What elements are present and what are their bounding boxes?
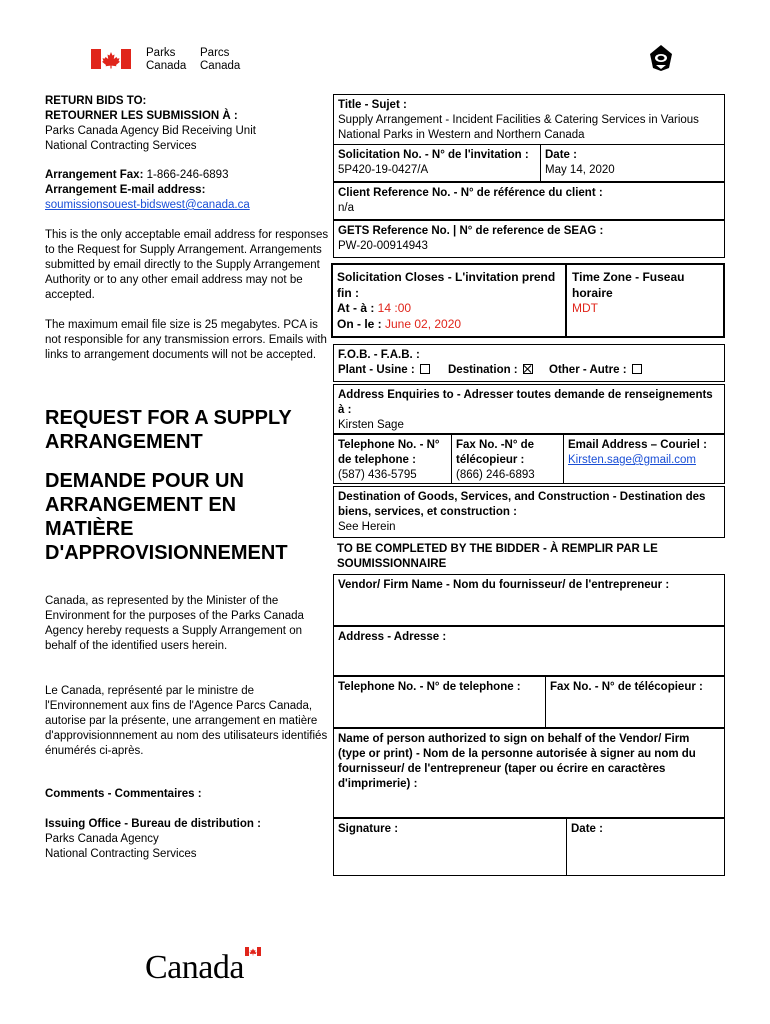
parks-beaver-emblem-icon bbox=[648, 44, 674, 72]
comments-label: Comments - Commentaires : bbox=[45, 788, 202, 800]
date-label: Date : bbox=[545, 149, 577, 161]
file-size-note bbox=[45, 318, 330, 363]
plant-checkbox[interactable] bbox=[420, 364, 430, 374]
title-value: Supply Arrangement - Incident Facilities & Catering Services in Various National Parks in Western and Northern Canada bbox=[338, 113, 699, 141]
brand-en-line2: Canada bbox=[146, 60, 187, 72]
on-value: June 02, 2020 bbox=[381, 316, 462, 331]
retourner-label: RETOURNER LES SUBMISSION À : bbox=[45, 109, 238, 122]
address-label: Address - Adresse : bbox=[338, 631, 447, 643]
return-bids-label: RETURN BIDS TO: bbox=[45, 95, 147, 107]
gets-ref-value: PW-20-00914943 bbox=[338, 239, 428, 252]
telephone-cell bbox=[334, 435, 450, 486]
destination-label: Destination : bbox=[448, 363, 518, 376]
client-ref-label: Client Reference No. - N° de référence du client : bbox=[338, 187, 603, 199]
closing-box bbox=[331, 263, 725, 338]
vendor-fax-cell[interactable] bbox=[546, 677, 724, 698]
vendor-name-box[interactable] bbox=[333, 574, 725, 626]
vendor-fax-label: Fax No. - N° de télécopieur : bbox=[550, 681, 703, 693]
signature-date-label: Date : bbox=[571, 823, 603, 835]
signature-box bbox=[333, 818, 725, 876]
title-block bbox=[45, 406, 315, 454]
arrangement-contact bbox=[45, 168, 330, 213]
telephone-label: Telephone No. - N° de telephone : bbox=[338, 439, 440, 466]
title-en: REQUEST FOR A SUPPLY ARRANGEMENT bbox=[45, 407, 292, 453]
closing-label: Solicitation Closes - L'invitation prend fin : bbox=[337, 270, 556, 300]
client-ref-box bbox=[333, 182, 725, 220]
brand-fr-line2: Canada bbox=[200, 60, 241, 72]
date-value: May 14, 2020 bbox=[545, 163, 615, 176]
email-label: Arrangement E-mail address: bbox=[45, 183, 206, 196]
authorized-person-label: Name of person authorized to sign on behalf of the Vendor/ Firm (type or print) - Nom de la personne autorisée à signer au nom du fournisseur/ de l'entrepreneur (taper ou écrire en caractères d'imprimerie) : bbox=[338, 733, 696, 790]
canada-flag-icon bbox=[91, 49, 131, 69]
brand-fr bbox=[200, 47, 240, 73]
destination-checkbox[interactable] bbox=[523, 364, 533, 374]
timezone-cell bbox=[568, 267, 718, 320]
signature-date-cell[interactable] bbox=[567, 819, 724, 840]
issuing-office-label: Issuing Office - Bureau de distribution : bbox=[45, 818, 261, 830]
other-checkbox[interactable] bbox=[632, 364, 642, 374]
timezone-value: MDT bbox=[572, 301, 598, 316]
email-instructions bbox=[45, 228, 330, 303]
canada-statement-en-text: Canada, as represented by the Minister of the Environment for the purposes of the Parks Canada Agency hereby requests a Supply Arrangement on behalf of the identified users herein. bbox=[45, 595, 304, 652]
issuing-office-block bbox=[45, 817, 330, 862]
solicitation-value: 5P420-19-0427/A bbox=[338, 163, 429, 176]
brand-en-line1: Parks bbox=[146, 47, 176, 59]
email-cell bbox=[564, 435, 724, 471]
canada-statement-fr-text: Le Canada, représenté par le ministre de l'Environnement aux fins de l'Agence Parcs Canada, autorise par la présente, une arrangement en matière d'approvisionnnement au nom des utilisateurs identifiés énumérés ci-après. bbox=[45, 685, 328, 757]
brand-fr-line1: Parcs bbox=[200, 47, 230, 59]
authorized-person-box[interactable] bbox=[333, 728, 725, 818]
enquiries-label: Address Enquiries to - Adresser toutes demande de renseignements à : bbox=[338, 389, 713, 416]
vendor-name-label: Vendor/ Firm Name - Nom du fournisseur/ de l'entrepreneur : bbox=[338, 579, 670, 591]
closing-cell bbox=[333, 267, 563, 335]
solicitation-cell bbox=[334, 145, 539, 181]
timezone-label: Time Zone - Fuseau horaire bbox=[572, 270, 685, 300]
gets-ref-box bbox=[333, 220, 725, 258]
bid-email-link[interactable]: soumissionsouest-bidswest@canada.ca bbox=[45, 198, 250, 211]
on-label: On - le : bbox=[337, 316, 382, 331]
contracting-services: National Contracting Services bbox=[45, 139, 197, 152]
contact-email-link[interactable]: Kirsten.sage@gmail.com bbox=[568, 453, 696, 466]
file-size-text: The maximum email file size is 25 megabytes. PCA is not responsible for any transmission errors. Emails with links to arrangement documents will not be accepted. bbox=[45, 319, 327, 361]
fob-box bbox=[333, 344, 725, 382]
title-fr-block bbox=[45, 469, 315, 565]
solicitation-box bbox=[333, 144, 725, 182]
telephone-value: (587) 436-5795 bbox=[338, 468, 417, 481]
title-box bbox=[333, 94, 725, 145]
address-box[interactable] bbox=[333, 626, 725, 676]
email-form-label: Email Address – Couriel : bbox=[568, 439, 707, 451]
destination-goods-label: Destination of Goods, Services, and Construction - Destination des biens, services, et construction : bbox=[338, 491, 706, 518]
issuing-office-line1: Parks Canada Agency bbox=[45, 832, 159, 845]
return-bids-block bbox=[45, 94, 330, 154]
canada-statement-en bbox=[45, 594, 330, 654]
at-label: At - à : bbox=[337, 301, 375, 316]
plant-label: Plant - Usine : bbox=[338, 363, 415, 376]
contact-box bbox=[333, 434, 725, 484]
fax-form-value: (866) 246-6893 bbox=[456, 468, 535, 481]
destination-goods-box bbox=[333, 486, 725, 538]
issuing-office-line2: National Contracting Services bbox=[45, 847, 197, 860]
other-label: Other - Autre : bbox=[549, 363, 627, 376]
gets-ref-label: GETS Reference No. | N° de reference de SEAG : bbox=[338, 225, 604, 237]
signature-label: Signature : bbox=[338, 823, 399, 835]
enquiries-value: Kirsten Sage bbox=[338, 418, 404, 431]
vendor-telephone-cell[interactable] bbox=[334, 677, 544, 698]
canada-statement-fr bbox=[45, 684, 335, 759]
title-label: Title - Sujet : bbox=[338, 99, 407, 111]
solicitation-label: Solicitation No. - N° de l'invitation : bbox=[338, 149, 529, 161]
at-value: 14 :00 bbox=[374, 301, 412, 316]
enquiries-box bbox=[333, 384, 725, 434]
vendor-telephone-label: Telephone No. - N° de telephone : bbox=[338, 681, 521, 693]
fax-value: 1-866-246-6893 bbox=[143, 169, 229, 181]
fax-cell bbox=[452, 435, 562, 486]
signature-cell[interactable] bbox=[334, 819, 564, 840]
client-ref-value: n/a bbox=[338, 201, 354, 214]
email-instructions-text: This is the only acceptable email address for responses to the Request for Supply Arrangement. Arrangements submitted by email directly to the Supply Arrangement Authority or to any other email address may not be accepted. bbox=[45, 229, 329, 301]
receiving-unit: Parks Canada Agency Bid Receiving Unit bbox=[45, 124, 256, 137]
bidder-section-heading: TO BE COMPLETED BY THE BIDDER - À REMPLIR PAR LE SOUMISSIONNAIRE bbox=[337, 543, 658, 570]
fax-form-label: Fax No. -N° de télécopieur : bbox=[456, 439, 535, 466]
canada-wordmark: Canada bbox=[145, 949, 244, 986]
canada-wordmark-flag-icon bbox=[245, 947, 261, 956]
destination-goods-value: See Herein bbox=[338, 520, 396, 533]
date-cell bbox=[541, 145, 721, 181]
title-fr: DEMANDE POUR UN ARRANGEMENT EN MATIÈRE D'APPROVISIONNEMENT bbox=[45, 470, 288, 564]
fax-label: Arrangement Fax: bbox=[45, 169, 144, 181]
vendor-phone-box bbox=[333, 676, 725, 728]
brand-en bbox=[146, 47, 186, 73]
fob-label: F.O.B. - F.A.B. : bbox=[338, 349, 420, 361]
comments-block bbox=[45, 787, 330, 802]
